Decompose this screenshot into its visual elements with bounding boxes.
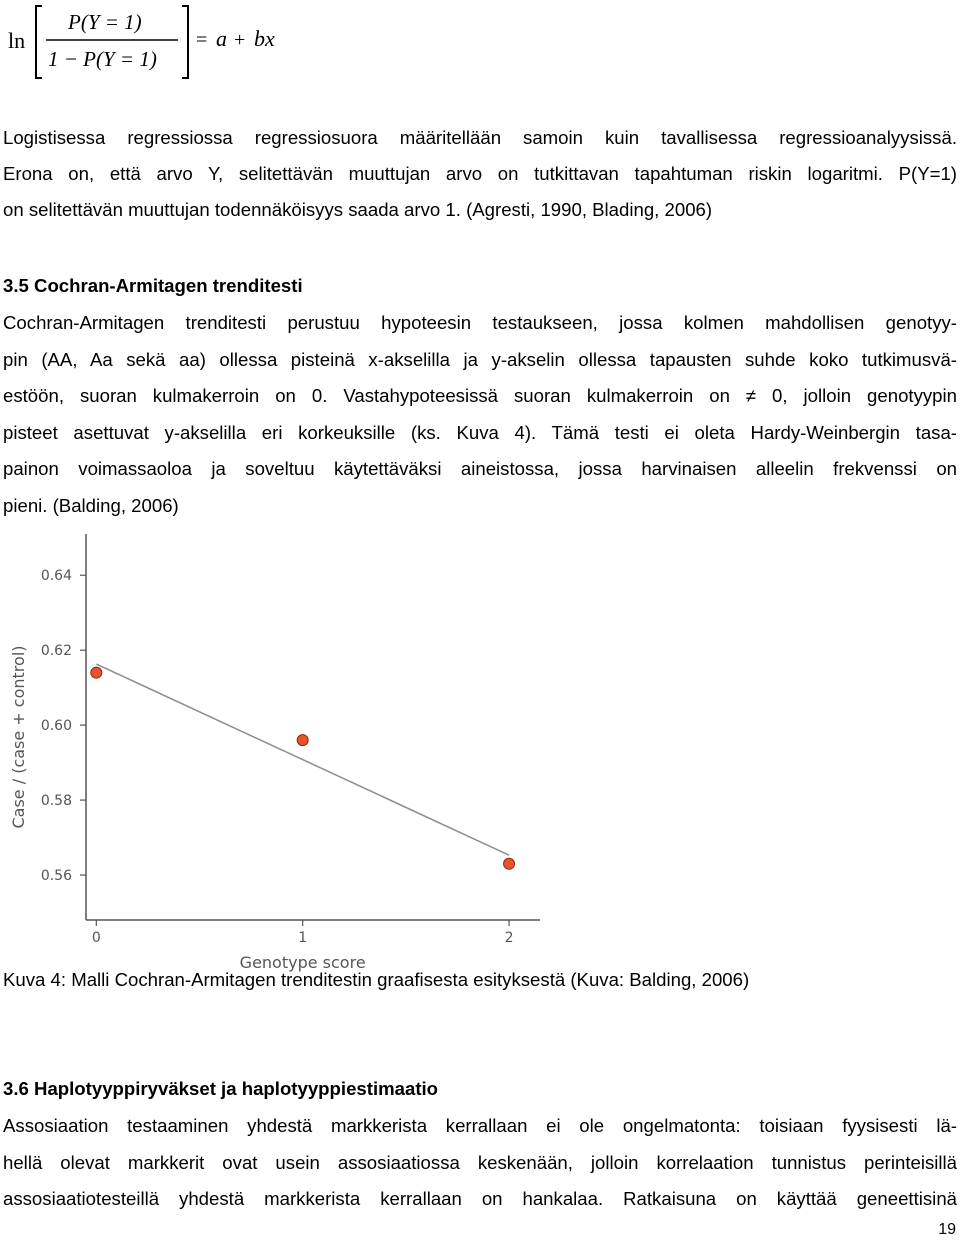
formula-left-bracket [36,6,42,78]
data-point [297,735,308,746]
body-line: Assosiaation testaaminen yhdestä markkerista kerrallaan ei ole ongelmatonta: toisiaan fyysisesti lä- [3,1115,957,1136]
y-tick-label: 0.58 [40,793,72,810]
x-axis-label: Genotype score [239,953,366,972]
formula-bx: bx [254,26,275,51]
x-tick-label: 0 [91,930,101,946]
body-line: pieni. (Balding, 2006) [3,494,179,516]
data-point [91,667,102,678]
intro-paragraph [3,120,957,228]
x-tick-label: 1 [298,930,308,946]
chart-svg [0,526,560,972]
formula-graphic [6,2,306,82]
section-3-6-paragraph [3,1108,957,1218]
trend-test-chart [0,526,560,972]
intro-line: Logistisessa regressiossa regressiosuora määritellään samoin kuin tavallisessa regressioanalyysissä. [3,127,957,148]
data-point [504,858,515,869]
formula-plus: + [234,29,246,51]
formula-ln: ln [8,28,26,53]
y-tick-label: 0.64 [40,568,72,585]
y-tick-label: 0.60 [40,718,72,735]
body-line: Cochran-Armitagen trenditesti perustuu hypoteesin testaukseen, jossa kolmen mahdollisen genotyy- [3,312,957,333]
intro-line: on selitettävän muuttujan todennäköisyys saada arvo 1. (Agresti, 1990, Blading, 2006) [3,199,713,220]
figure-caption: Kuva 4: Malli Cochran-Armitagen trenditestin graafisesta esityksestä (Kuva: Balding, 2006) [3,969,750,990]
y-tick-label: 0.56 [40,868,72,885]
formula-right-bracket [182,6,188,78]
body-line: assosiaatiotesteillä yhdestä markkerista kerrallaan on hankalaa. Ratkaisuna on käyttää geneettisinä [3,1188,957,1209]
formula-numerator: P(Y = 1) [68,10,142,34]
body-line: pisteet asettuvat y-akselilla eri korkeuksille (ks. Kuva 4). Tämä testi ei oleta Hardy-Weinbergin tasa- [3,421,957,443]
body-line: pin (AA, Aa sekä aa) ollessa pisteinä x-akselilla ja y-akselin ollessa tapausten suhde koko tutkimusvä- [3,348,957,370]
section-heading-3-5: 3.5 Cochran-Armitagen trenditesti [3,275,303,296]
y-axis-label: Case / (case + control) [9,645,28,829]
formula-equals: = [196,29,208,51]
body-line: painon voimassaoloa ja soveltuu käytettäväksi aineistossa, jossa harvinaisen alleelin frekvenssi on [3,458,957,479]
section-heading-3-6: 3.6 Haplotyyppiryväkset ja haplotyyppiestimaatio [3,1078,439,1099]
formula-denominator: 1 − P(Y = 1) [48,47,157,71]
logit-formula [6,2,306,80]
page-number: 19 [938,1221,956,1238]
section-3-5-paragraph [3,305,957,524]
x-tick-label: 2 [504,930,514,946]
formula-a: a [216,26,227,51]
trend-line [96,664,509,855]
body-line: estöön, suoran kulmakerroin on 0. Vastahypoteesissä suoran kulmakerroin on ≠ 0, jolloin genotyypin [3,385,957,406]
intro-line: Erona on, että arvo Y, selitettävän muuttujan arvo on tutkittavan tapahtuman riskin logaritmi. P(Y=1) [3,163,957,184]
body-line: hellä olevat markkerit ovat usein assosiaatiossa keskenään, jolloin korrelaation tunnistus perinteisillä [3,1151,957,1173]
y-tick-label: 0.62 [40,643,72,660]
